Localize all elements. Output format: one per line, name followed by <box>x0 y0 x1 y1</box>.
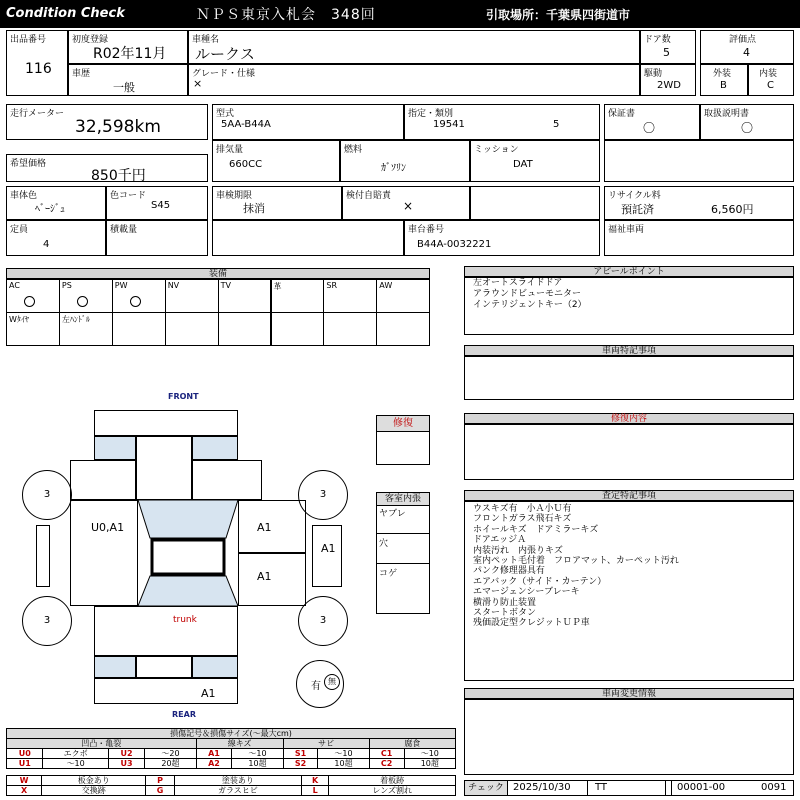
exterior-label: 外装 <box>713 69 732 79</box>
history: 一般 <box>113 81 135 94</box>
legend-meaning: 10超 <box>318 759 369 769</box>
model-cell <box>212 104 404 140</box>
equipment-label: NV <box>167 281 180 290</box>
manual-label: 取扱説明書 <box>704 109 750 119</box>
rear-bumper-damage: A1 <box>201 687 216 700</box>
inspection-note-line: ウスキズ有 小Ａ小Ｕ有 <box>473 504 572 514</box>
inspection-note-line: 内装汚れ 内張りキズ <box>473 545 563 556</box>
auction-title: ＮＰＳ東京入札会 348回 <box>196 7 376 23</box>
chassis-cell <box>404 220 600 256</box>
capacity-cell <box>6 220 106 256</box>
equipment-cell <box>59 312 113 346</box>
chassis-number: B44A-0032221 <box>417 239 492 250</box>
rating: 4 <box>743 46 750 59</box>
displacement: 660CC <box>229 159 263 170</box>
cabin-roof <box>138 500 238 606</box>
equipment-label: 左ﾊﾝﾄﾞﾙ <box>61 315 90 324</box>
appeal-title: アピールポイント <box>464 266 794 277</box>
spare-absent: 無 <box>324 674 340 690</box>
legend-code: A2 <box>196 759 232 769</box>
exterior-grade: B <box>720 80 727 91</box>
exterior-cell <box>700 64 748 96</box>
spare-present: 有 <box>311 681 321 692</box>
designation-number: 19541 <box>433 119 465 130</box>
equipment-empty-cell <box>112 312 166 346</box>
legend-meaning: 10超 <box>404 759 455 769</box>
front-label: FRONT <box>168 392 199 401</box>
color-code-label: 色コード <box>110 191 147 201</box>
equipment-empty-cell <box>165 312 219 346</box>
repair-detail-box <box>464 424 794 480</box>
equipment-title: 装備 <box>6 268 430 279</box>
legend-code: X <box>7 786 42 796</box>
changes-title: 車両変更情報 <box>464 688 794 699</box>
legend-meaning: レンズ割れ <box>329 786 456 796</box>
damage-legend <box>6 728 456 796</box>
legend-code: U3 <box>108 759 144 769</box>
inspection-note-line: パンク修理器具有 <box>473 566 545 577</box>
left-front-fender[interactable] <box>70 460 136 500</box>
equipment-empty-cell <box>271 312 325 346</box>
interior-cell <box>748 64 794 96</box>
equipment-mark-icon <box>24 296 35 307</box>
grade-label: グレード・仕様 <box>192 69 256 79</box>
color-code-cell <box>106 186 208 220</box>
load-cell <box>106 220 208 256</box>
legend-meaning: 〜10 <box>404 749 455 759</box>
changes-box <box>464 699 794 775</box>
lot-label: 出品番号 <box>10 35 47 45</box>
car-name-cell <box>188 30 640 64</box>
front-left-corner[interactable] <box>94 436 136 460</box>
load-label: 積載量 <box>110 225 138 235</box>
inspection-label: 車検期限 <box>216 191 253 201</box>
legend-code: S1 <box>283 749 318 759</box>
rear-left-corner[interactable] <box>94 656 136 678</box>
drive-cell <box>640 64 696 96</box>
equipment-empty-cell <box>218 312 272 346</box>
legend-group: 腐食 <box>369 739 455 749</box>
legend-meaning: 〜10 <box>318 749 369 759</box>
mission-cell <box>470 140 600 182</box>
legend-code: U1 <box>7 759 43 769</box>
appeal-box <box>464 277 794 335</box>
legend-group: サビ <box>283 739 369 749</box>
insurance-cell <box>342 186 470 220</box>
capacity-label: 定員 <box>10 225 29 235</box>
inspection-notes-box <box>464 501 794 681</box>
equipment-label: 革 <box>273 282 282 291</box>
right-rear-door[interactable] <box>238 553 306 606</box>
cabin-item-burn: コゲ <box>379 569 398 579</box>
equipment-cell <box>59 279 113 313</box>
special-notes-title: 車両特記事項 <box>464 345 794 356</box>
footer-bar <box>464 780 794 796</box>
inspection-note-line: エマージェンシーブレーキ <box>473 587 580 598</box>
appeal-line: アラウンドビューモニター <box>473 289 582 299</box>
warranty: 〇 <box>643 121 656 135</box>
displacement-label: 排気量 <box>216 145 244 155</box>
appeal-line: 左オートスライドドア <box>473 278 563 288</box>
right-rear-door-damage: A1 <box>257 570 272 583</box>
interior-label: 内装 <box>759 69 778 79</box>
equipment-label: AW <box>379 281 393 290</box>
check-date: 2025/10/30 <box>513 782 571 793</box>
equipment-cell <box>112 279 166 313</box>
cabin-item-tear: ヤブレ <box>379 509 406 519</box>
checker-initials: TT <box>595 782 608 793</box>
equipment-label: PS <box>61 281 72 290</box>
inspection-note-line: フロントガラス飛石キズ <box>473 514 572 525</box>
warranty-label: 保証書 <box>608 109 636 119</box>
legend-meaning: エクボ <box>43 749 108 759</box>
left-door-damage: U0,A1 <box>91 521 125 534</box>
drive-label: 駆動 <box>644 69 663 79</box>
equipment-label: PW <box>114 281 128 290</box>
footer-code-1: 00001-00 <box>677 782 726 793</box>
appeal-line: インテリジェントキー（2） <box>473 300 587 310</box>
class-number: 5 <box>553 119 560 130</box>
legend-group: 線キズ <box>196 739 283 749</box>
equipment-cell <box>165 279 219 313</box>
rear-bumper[interactable] <box>94 678 238 704</box>
equipment-empty-cell <box>323 312 377 346</box>
equipment-mark-icon <box>77 296 88 307</box>
recycle-status: 預託済 <box>621 203 654 216</box>
right-sill[interactable] <box>312 525 342 587</box>
right-front-door-damage: A1 <box>257 521 272 534</box>
repair-label: 修復 <box>377 416 429 432</box>
manual-cell <box>700 104 794 140</box>
displacement-cell <box>212 140 340 182</box>
rating-cell <box>700 30 794 64</box>
blank-cell-1 <box>604 140 794 182</box>
legend-meaning: 塗装あり <box>174 776 301 786</box>
cabin-box <box>376 492 430 614</box>
rear-label: REAR <box>172 710 196 719</box>
welfare-cell <box>604 220 794 256</box>
front-left-tire[interactable]: 3 <box>22 470 72 520</box>
equipment-label: Wﾀｲﾔ <box>9 315 29 324</box>
repair-detail-title: 修復内容 <box>464 413 794 424</box>
fuel-cell <box>340 140 470 182</box>
inspection: 抹消 <box>243 202 265 215</box>
designation-label: 指定・類別 <box>408 109 454 119</box>
doors-label: ドア数 <box>644 35 671 45</box>
inspection-note-line: スタートボタン <box>473 608 537 619</box>
equipment-cell <box>218 279 272 313</box>
first-registration-cell <box>68 30 188 64</box>
hood[interactable] <box>136 436 192 500</box>
inspection-note-line: エアバック（サイド・カーテン） <box>473 576 607 587</box>
recycle-label: リサイクル料 <box>608 191 661 201</box>
pickup-location: 引取場所：千葉県四街道市 <box>486 8 631 22</box>
first-registration-label: 初度登録 <box>72 35 109 45</box>
rear-panel[interactable] <box>136 656 192 678</box>
inspection-note-line: 残価設定型クレジットＵＰ車 <box>473 618 590 629</box>
inspection-note-line: ホイールキズ ドアミラーキズ <box>473 524 599 535</box>
inspection-note-line: 室内ペット毛付着 フロアマット、カーペット汚れ <box>473 556 679 567</box>
price: 850千円 <box>91 168 146 184</box>
front-bumper[interactable] <box>94 410 238 436</box>
cabin-item-hole: 穴 <box>379 539 389 549</box>
fuel: ｶﾞｿﾘﾝ <box>381 163 406 174</box>
doors-cell <box>640 30 696 64</box>
inspection-note-line: 横滑り防止装置 <box>473 597 537 608</box>
doors: 5 <box>663 46 670 59</box>
legend-group: 凹凸・亀裂 <box>7 739 197 749</box>
model: 5AA-B44A <box>221 119 271 130</box>
rear-left-tire[interactable]: 3 <box>22 596 72 646</box>
history-cell <box>68 64 188 96</box>
recycle-cell <box>604 186 794 220</box>
blank-cell-3 <box>212 220 404 256</box>
equipment-cell <box>6 312 60 346</box>
drive: 2WD <box>657 80 681 91</box>
special-notes-box <box>464 356 794 400</box>
legend-code: L <box>301 786 328 796</box>
header-bar <box>0 0 800 28</box>
legend-code: G <box>146 786 174 796</box>
legend-meaning: 〜10 <box>232 749 283 759</box>
price-cell <box>6 154 208 182</box>
equipment-empty-cell <box>376 312 430 346</box>
legend-meaning: 〜20 <box>145 749 196 759</box>
right-front-door[interactable] <box>238 500 306 553</box>
car-name-label: 車種名 <box>192 35 220 45</box>
trunk-label: trunk <box>173 615 197 625</box>
legend-code: S2 <box>283 759 318 769</box>
legend-meaning: 交換跡 <box>42 786 146 796</box>
footer-code-2: 0091 <box>761 782 787 793</box>
lot-cell <box>6 30 68 96</box>
left-doors[interactable] <box>70 500 138 606</box>
history-label: 車歴 <box>72 69 91 79</box>
legend-code: K <box>301 776 328 786</box>
model-label: 型式 <box>216 109 235 119</box>
legend-meaning: 板金あり <box>42 776 146 786</box>
trunk-area[interactable] <box>94 606 238 656</box>
interior-grade: C <box>767 80 774 91</box>
legend-meaning: 10超 <box>232 759 283 769</box>
color-code: S45 <box>151 200 171 211</box>
recycle-fee: 6,560円 <box>711 203 754 216</box>
capacity: 4 <box>43 239 50 250</box>
front-right-tire[interactable]: 3 <box>298 470 348 520</box>
warranty-cell <box>604 104 700 140</box>
mileage: 32,598km <box>75 117 161 137</box>
legend-meaning: 着板跡 <box>329 776 456 786</box>
equipment-cell <box>6 279 60 313</box>
insurance-label: 検付自賠責 <box>346 191 392 201</box>
mission: DAT <box>513 159 533 170</box>
legend-meaning: ガラスヒビ <box>174 786 301 796</box>
blank-cell-2 <box>470 186 600 220</box>
equipment-cell <box>323 279 377 313</box>
equipment-label: TV <box>220 281 231 290</box>
equipment-mark-icon <box>130 296 141 307</box>
car-name: ルークス <box>195 45 255 63</box>
equipment-cell <box>376 279 430 313</box>
equipment-label: AC <box>9 281 20 290</box>
right-sill-damage: A1 <box>321 542 336 555</box>
legend-code: U0 <box>7 749 43 759</box>
color-cell <box>6 186 106 220</box>
grade: × <box>193 77 203 90</box>
first-registration: R02年11月 <box>93 46 167 62</box>
mileage-cell <box>6 104 208 140</box>
designation-cell <box>404 104 600 140</box>
inspection-note-line: ドアエッジＡ <box>473 535 527 546</box>
grade-cell <box>188 64 640 96</box>
chassis-label: 車台番号 <box>408 225 445 235</box>
color: ﾍﾞｰｼﾞｭ <box>35 204 65 215</box>
mileage-label: 走行メーター <box>10 109 65 119</box>
rear-right-corner[interactable] <box>192 656 238 678</box>
spare-tire[interactable] <box>296 660 344 708</box>
right-front-fender[interactable] <box>192 460 262 500</box>
welfare-label: 福祉車両 <box>608 225 645 235</box>
manual: 〇 <box>741 121 754 135</box>
equipment-label: SR <box>326 281 338 290</box>
repair-box <box>376 415 430 465</box>
legend-meaning: 〜10 <box>43 759 108 769</box>
legend-code: U2 <box>108 749 144 759</box>
insurance: × <box>403 199 414 213</box>
inspection-cell <box>212 186 342 220</box>
legend-code: C2 <box>369 759 404 769</box>
legend-meaning: 20超 <box>145 759 196 769</box>
equipment-cell <box>271 279 325 313</box>
front-right-corner[interactable] <box>192 436 238 460</box>
color-label: 車体色 <box>10 191 38 201</box>
left-sill[interactable] <box>36 525 50 587</box>
lot-number: 116 <box>25 61 52 77</box>
cabin-label: 客室内張 <box>377 493 429 506</box>
inspection-notes-title: 査定特記事項 <box>464 490 794 501</box>
sheet-title: Condition Check <box>6 6 125 21</box>
mission-label: ミッション <box>474 145 519 155</box>
legend-code: W <box>7 776 42 786</box>
legend-code: P <box>146 776 174 786</box>
rating-label: 評価点 <box>729 35 757 45</box>
price-label: 希望価格 <box>10 159 47 169</box>
rear-right-tire[interactable]: 3 <box>298 596 348 646</box>
legend-code: A1 <box>196 749 232 759</box>
fuel-label: 燃料 <box>344 145 363 155</box>
check-label: チェック <box>465 781 508 795</box>
legend-code: C1 <box>369 749 404 759</box>
legend-title: 損傷記号＆損傷サイズ(〜最大cm) <box>7 729 456 739</box>
